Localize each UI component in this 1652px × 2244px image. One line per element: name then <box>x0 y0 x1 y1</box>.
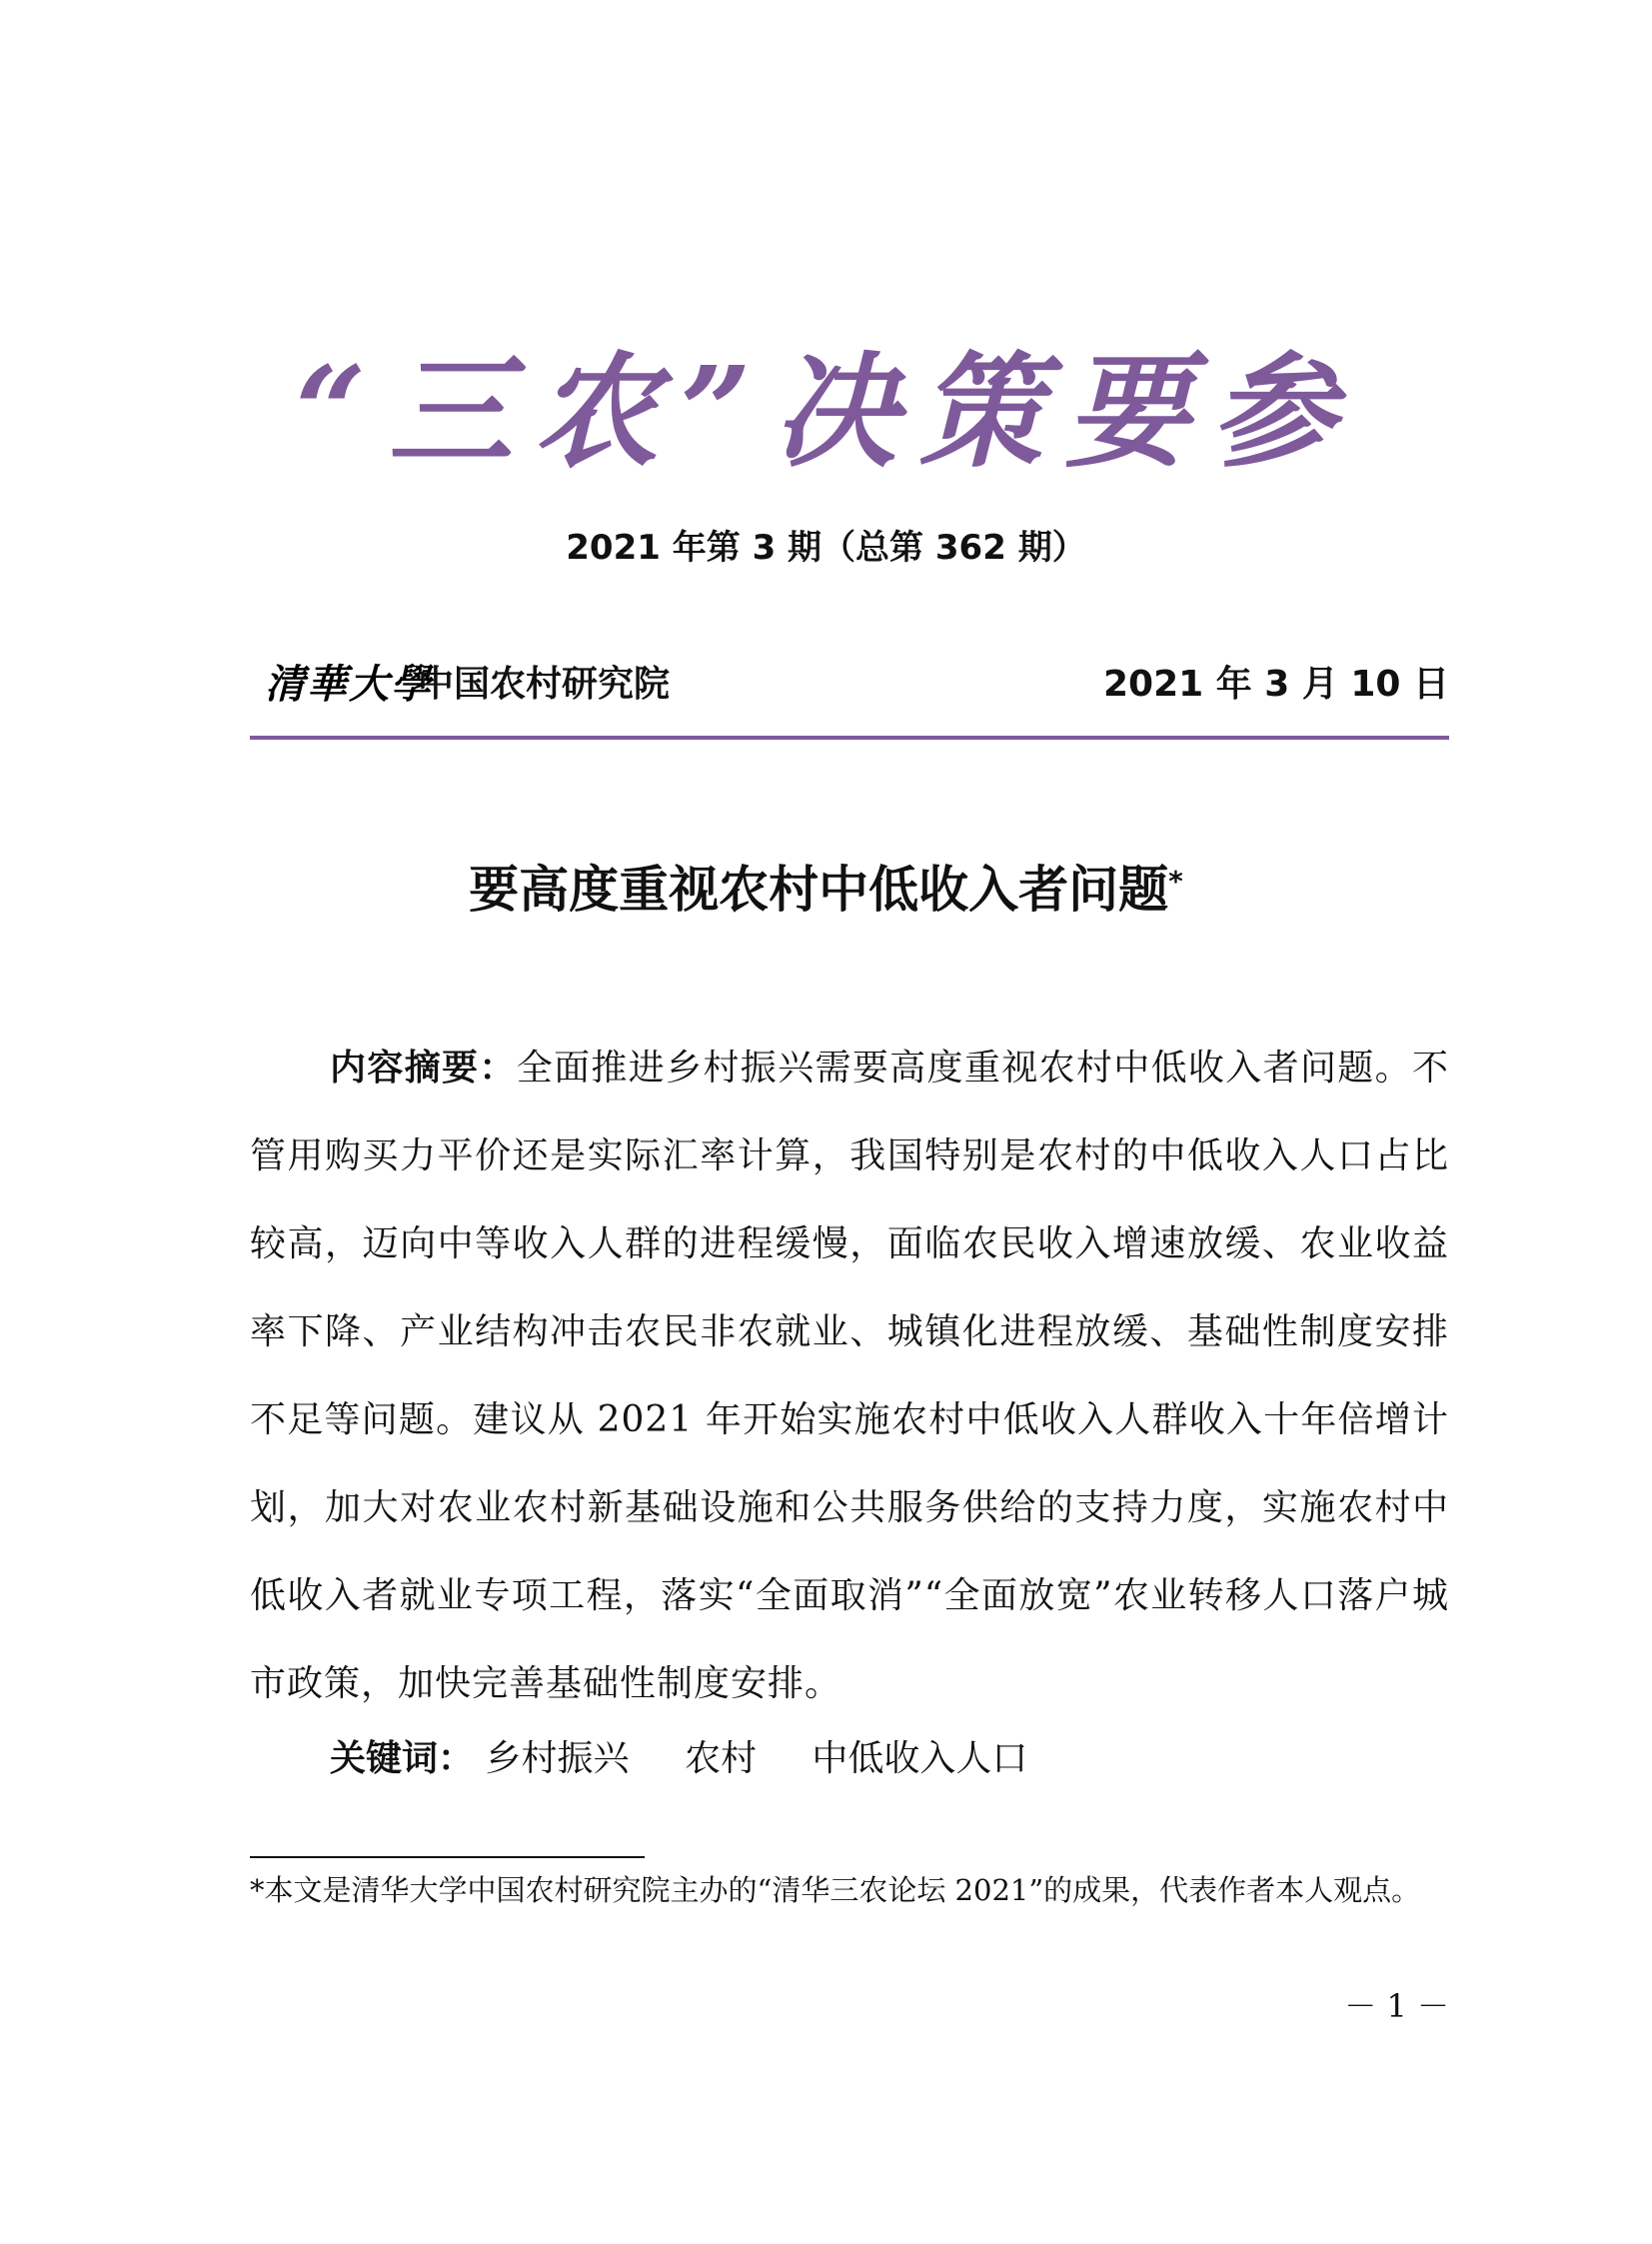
page-number: － 1 － <box>1344 1987 1449 2025</box>
publish-date: 2021 年 3 月 10 日 <box>1102 664 1449 705</box>
abstract-text: 全面推进乡村振兴需要高度重视农村中低收入者问题。不管用购买力平价还是实际汇率计算，我国特别是农村的中低收入人口占比较高，迈向中等收入人群的进程缓慢，面临农民收入增速放缓、农业收益率下降、产业结构冲击农民非农就业、城镇化进程放缓、基础性制度安排不足等问题。建议从 2021 年开始实施农村中低收入人群收入十年倍增计划，加大对农业农村新基础设施和公共服务供给的支持力度，实施农村中低收入者就业专项工程，落实“全面取消”“全面放宽”农业转移人口落户城市政策，加快完善基础性制度安排。 <box>250 1048 1449 1704</box>
keywords-label: 关键词： <box>330 1738 475 1779</box>
keyword-item: 农村 <box>684 1738 757 1779</box>
institute-name: 中国农村研究院 <box>418 664 671 705</box>
masthead-title: “三农”决策要参 <box>295 340 1357 485</box>
keywords <box>330 1715 1071 1803</box>
footnote-mark: * <box>1168 865 1183 898</box>
article-title-text: 要高度重视农村中低收入者问题 <box>469 861 1169 919</box>
abstract <box>250 1025 1449 1728</box>
header-divider <box>250 736 1449 740</box>
article-title <box>0 850 1652 930</box>
issue-number: 2021 年第 3 期（总第 362 期） <box>566 528 1086 568</box>
keyword-item: 乡村振兴 <box>485 1738 630 1779</box>
footnote: *本文是清华大学中国农村研究院主办的“清华三农论坛 2021”的成果，代表作者本人观点。 <box>250 1873 1421 1907</box>
abstract-label: 内容摘要： <box>330 1048 517 1089</box>
footnote-divider <box>250 1856 645 1858</box>
publisher-row <box>250 655 1449 715</box>
keyword-item: 中低收入人口 <box>812 1738 1028 1779</box>
university-logo: 清華大學 <box>265 661 433 708</box>
